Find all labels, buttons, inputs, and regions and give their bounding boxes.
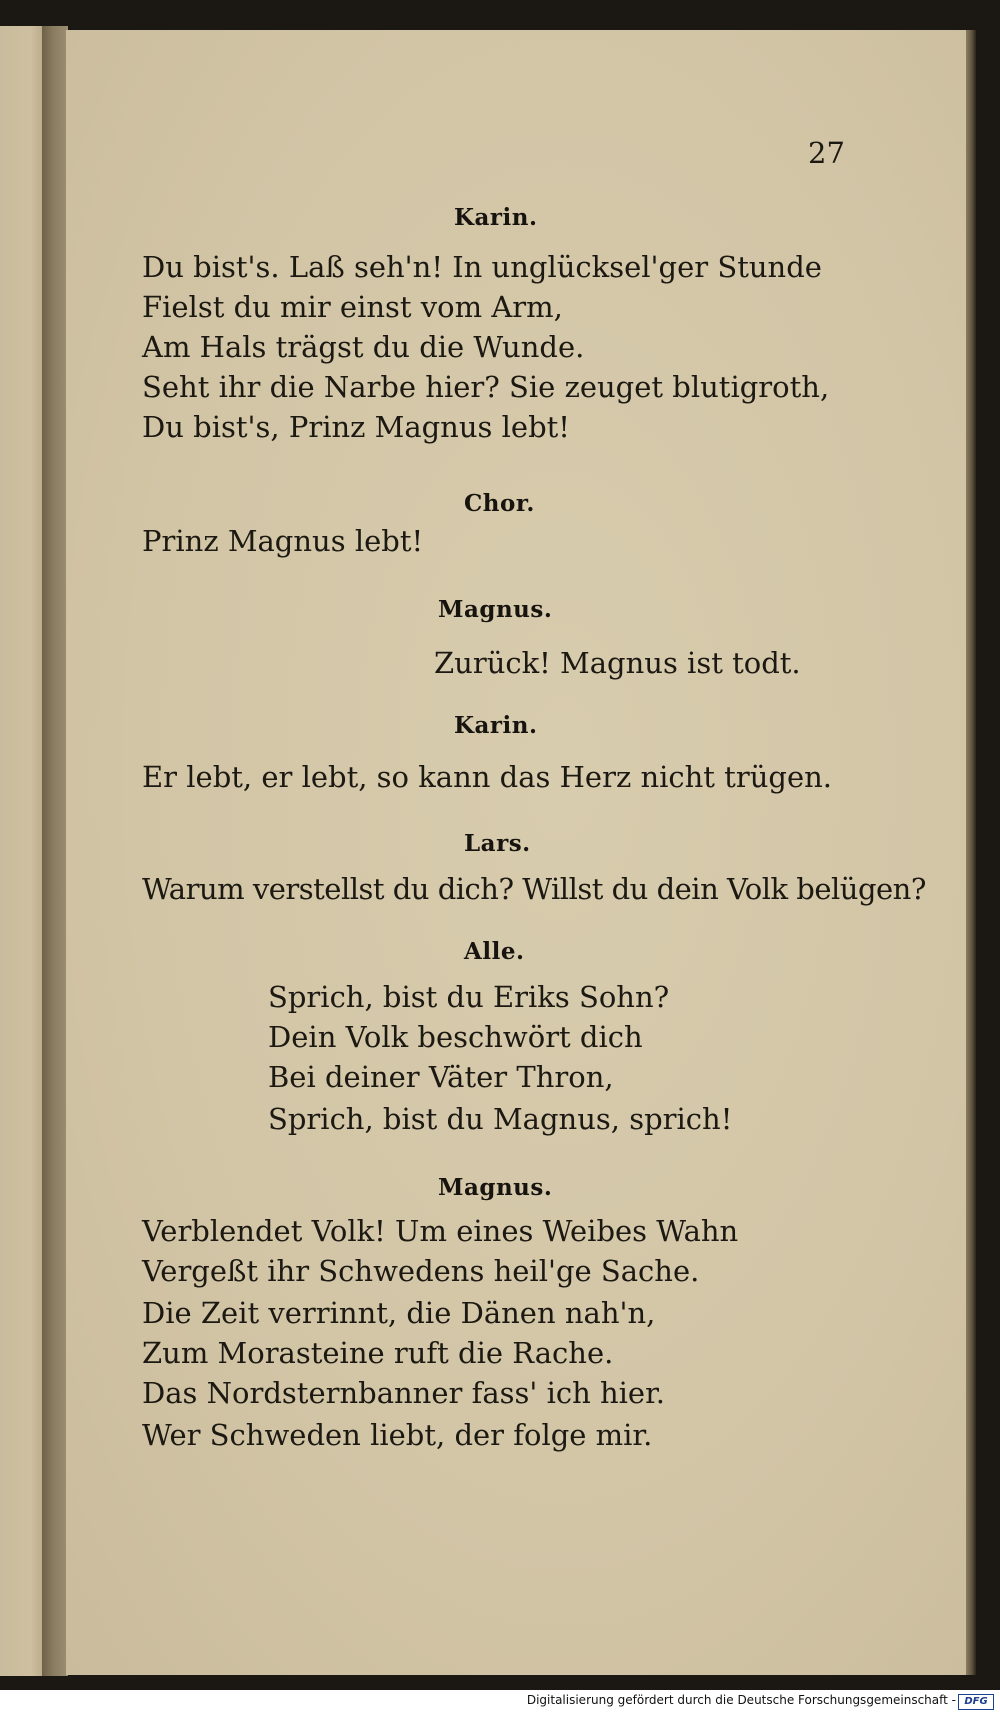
speaker-chor: Chor. — [464, 490, 535, 517]
verse-line: Fielst du mir einst vom Arm, — [142, 290, 563, 324]
verse-line: Warum verstellst du dich? Willst du dein Volk belügen? — [142, 872, 926, 906]
verse-line: Die Zeit verrinnt, die Dänen nah'n, — [142, 1296, 656, 1330]
footer-credit-text: Digitalisierung gefördert durch die Deutsche Forschungsgemeinschaft - — [526, 1693, 956, 1707]
speaker-lars: Lars. — [464, 830, 531, 857]
verse-line: Sprich, bist du Eriks Sohn? — [268, 980, 670, 1014]
verse-line: Zurück! Magnus ist todt. — [434, 646, 801, 680]
verse-line: Du bist's, Prinz Magnus lebt! — [142, 410, 570, 444]
speaker-magnus: Magnus. — [438, 596, 553, 623]
verse-line: Das Nordsternbanner fass' ich hier. — [142, 1376, 665, 1410]
dfg-logo-icon: DFG — [958, 1694, 994, 1710]
verse-line: Prinz Magnus lebt! — [142, 524, 424, 558]
verse-line: Zum Morasteine ruft die Rache. — [142, 1336, 614, 1370]
speaker-karin: Karin. — [454, 712, 538, 739]
verse-line: Wer Schweden liebt, der folge mir. — [142, 1418, 653, 1452]
speaker-karin: Karin. — [454, 204, 538, 231]
verse-line: Verblendet Volk! Um eines Weibes Wahn — [142, 1214, 739, 1248]
verse-line: Dein Volk beschwört dich — [268, 1020, 643, 1054]
verse-line: Bei deiner Väter Thron, — [268, 1060, 614, 1094]
verse-line: Du bist's. Laß seh'n! In unglücksel'ger Stunde — [142, 250, 822, 284]
verse-line: Er lebt, er lebt, so kann das Herz nicht trügen. — [142, 760, 832, 794]
verse-line: Sprich, bist du Magnus, sprich! — [268, 1102, 733, 1136]
verse-line: Seht ihr die Narbe hier? Sie zeuget blutigroth, — [142, 370, 830, 404]
speaker-magnus: Magnus. — [438, 1174, 553, 1201]
page-number: 27 — [808, 136, 845, 170]
verse-line: Vergeßt ihr Schwedens heil'ge Sache. — [142, 1254, 700, 1288]
verse-line: Am Hals trägst du die Wunde. — [142, 330, 585, 364]
digitization-footer — [0, 1690, 1000, 1713]
speaker-alle: Alle. — [464, 938, 525, 965]
